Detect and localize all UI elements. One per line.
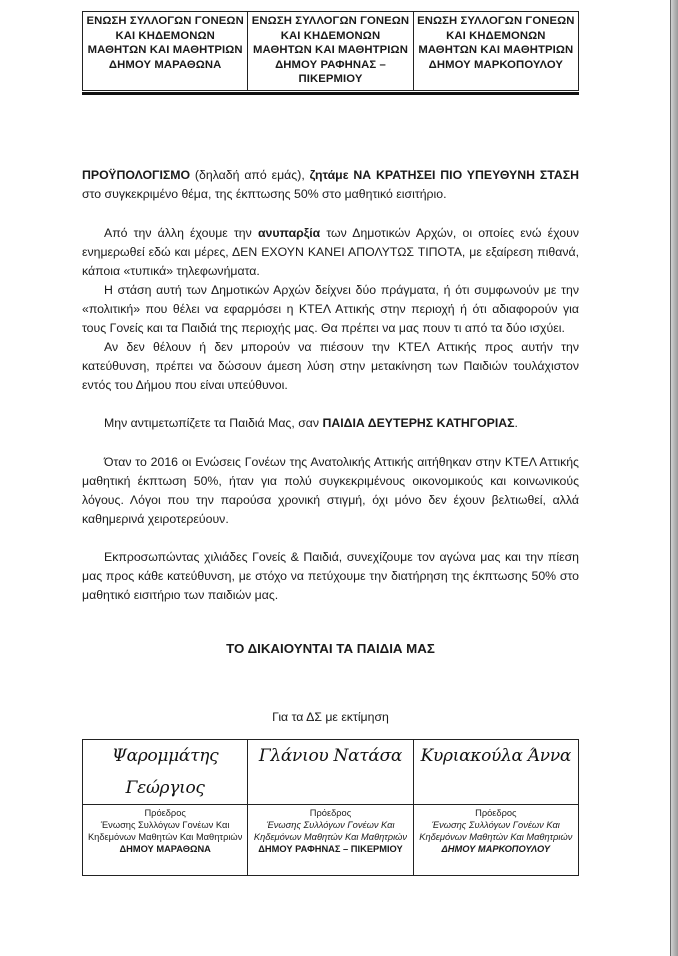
signatory-municipality: ΔΗΜΟΥ ΜΑΡΚΟΠΟΥΛΟΥ <box>441 844 551 854</box>
signature-rafina: Γλάνιου Νατάσα <box>248 740 413 805</box>
letterhead-union-markopoulo: ΕΝΩΣΗ ΣΥΛΛΟΓΩΝ ΓΟΝΕΩΝ ΚΑΙ ΚΗΔΕΜΟΝΩΝ ΜΑΘΗΤΩΝ ΚΑΙ ΜΑΘΗΤΡΙΩΝ ΔΗΜΟΥ ΜΑΡΚΟΠΟΥΛΟΥ <box>413 12 578 91</box>
signatures-table <box>82 739 579 876</box>
p5-bold-1: ΠΑΙΔΙΑ ΔΕΥΤΕΡΗΣ ΚΑΤΗΓΟΡΙΑΣ <box>322 416 515 430</box>
p6-text: Όταν το 2016 οι Ενώσεις Γονέων της Ανατολικής Αττικής αιτήθηκαν στην ΚΤΕΛ Αττικής μαθητική έκπτωση 50%, ήταν για πολύ συγκεκριμένους οικονομικούς και κοινωνικούς λόγους. Λόγοι που την παρούσα χρονική στιγμή, όχι μόνο δεν έχουν βελτιωθεί, αλλά καθημερινά χειροτερεύουν. <box>82 455 579 526</box>
signatory-role: Πρόεδρος <box>309 808 352 818</box>
p2-text-1: Από την άλλη έχουμε την <box>104 226 258 240</box>
letterhead-table <box>82 11 579 91</box>
regards-line: Για τα ΔΣ με εκτίμηση <box>272 710 389 724</box>
paragraph-7 <box>82 548 579 605</box>
paragraph-4 <box>82 338 579 395</box>
signature-marathon: Ψαρομμάτης Γεώργιος <box>83 740 248 805</box>
closing-slogan: ΤΟ ΔΙΚΑΙΟΥΝΤΑΙ ΤΑ ΠΑΙΔΙΑ ΜΑΣ <box>226 641 435 656</box>
signatory-role: Πρόεδρος <box>475 808 517 818</box>
p1-bold-1: ΠΡΟΫΠΟΛΟΓΙΣΜΟ <box>82 168 191 182</box>
signatory-info-marathon <box>83 805 248 876</box>
signatory-union: Ένωσης Συλλόγων Γονέων Και Κηδεμόνων Μαθητών Και Μαθητριών <box>419 820 573 842</box>
p3-text: Η στάση αυτή των Δημοτικών Αρχών δείχνει δύο πράγματα, ή ότι συμφωνούν με την «πολιτική» που θέλει να εφαρμόσει η ΚΤΕΛ Αττικής στην περιοχή ή ότι αδιαφορούν για τους Γονείς και τα Παιδιά της περιοχής μας. Θα πρέπει να μας πουν τι από τα δύο ισχύει. <box>82 283 579 335</box>
p1-text-2: στο συγκεκριμένο θέμα, της έκπτωσης 50% στο μαθητικό εισιτήριο. <box>82 187 447 201</box>
p2-bold-1: ανυπαρξία <box>257 226 321 240</box>
p2-text-2: των Δημοτικών Αρχών, οι οποίες ενώ έχουν ενημερωθεί εδώ και μέρες, ΔΕΝ ΕΧΟΥΝ ΚΑΝΕΙ ΑΠΟΛΥΤΩΣ ΤΙΠΟΤΑ, με εξαίρεση πιθανά, κάποια «τυπικά» τηλεφωνήματα. <box>82 226 579 278</box>
signatory-union: Ένωσης Συλλόγων Γονέων Και Κηδεμόνων Μαθητών Και Μαθητριών <box>253 820 408 842</box>
paragraph-6 <box>82 453 579 529</box>
paragraph-1 <box>82 166 579 204</box>
paragraph-5 <box>82 414 579 433</box>
p4-text: Αν δεν θέλουν ή δεν μπορούν να πιέσουν την ΚΤΕΛ Αττικής προς αυτήν την κατεύθυνση, πρέπει να δώσουν άμεση λύση στην μετακίνηση των Παιδιών τουλάχιστον εντός του Δήμου που είναι υπεύθυνοι. <box>82 340 579 392</box>
signatory-union: Ένωσης Συλλόγων Γονέων Και Κηδεμόνων Μαθητών Και Μαθητριών <box>87 820 243 842</box>
signatory-role: Πρόεδρος <box>144 808 186 818</box>
p5-text-1: Μην αντιμετωπίζετε τα Παιδιά Μας, σαν <box>104 416 323 430</box>
signatory-municipality: ΔΗΜΟΥ ΜΑΡΑΘΩΝΑ <box>119 844 211 854</box>
signatory-info-rafina <box>248 805 413 876</box>
p7-text: Εκπροσωπώντας χιλιάδες Γονείς & Παιδιά, συνεχίζουμε τον αγώνα μας και την πίεση μας προς κάθε κατεύθυνση, με στόχο να πετύχουμε την διατήρηση της έκπτωσης 50% στο μαθητικό εισιτήριο των παιδιών μας. <box>82 550 579 602</box>
letterhead-union-marathon: ΕΝΩΣΗ ΣΥΛΛΟΓΩΝ ΓΟΝΕΩΝ ΚΑΙ ΚΗΔΕΜΟΝΩΝ ΜΑΘΗΤΩΝ ΚΑΙ ΜΑΘΗΤΡΙΩΝ ΔΗΜΟΥ ΜΑΡΑΘΩΝΑ <box>83 12 248 91</box>
letterhead-divider <box>82 92 579 95</box>
signatory-info-markopoulo <box>413 805 578 876</box>
paragraph-3 <box>82 281 579 338</box>
page-edge-shadow <box>670 0 678 956</box>
signatory-municipality: ΔΗΜΟΥ ΡΑΦΗΝΑΣ – ΠΙΚΕΡΜΙΟΥ <box>258 844 403 854</box>
paragraph-2 <box>82 224 579 281</box>
letterhead-union-rafina-pikermi: ΕΝΩΣΗ ΣΥΛΛΟΓΩΝ ΓΟΝΕΩΝ ΚΑΙ ΚΗΔΕΜΟΝΩΝ ΜΑΘΗΤΩΝ ΚΑΙ ΜΑΘΗΤΡΙΩΝ ΔΗΜΟΥ ΡΑΦΗΝΑΣ – ΠΙΚΕΡΜΙΟΥ <box>248 12 413 91</box>
p5-text-2: . <box>514 416 518 430</box>
signature-markopoulo: Κυριακούλα Άννα <box>413 740 578 805</box>
p1-bold-2: ζητάμε ΝΑ ΚΡΑΤΗΣΕΙ ΠΙΟ ΥΠΕΥΘΥΝΗ ΣΤΑΣΗ <box>309 168 579 182</box>
p1-text-1: (δηλαδή από εμάς), <box>190 168 310 182</box>
